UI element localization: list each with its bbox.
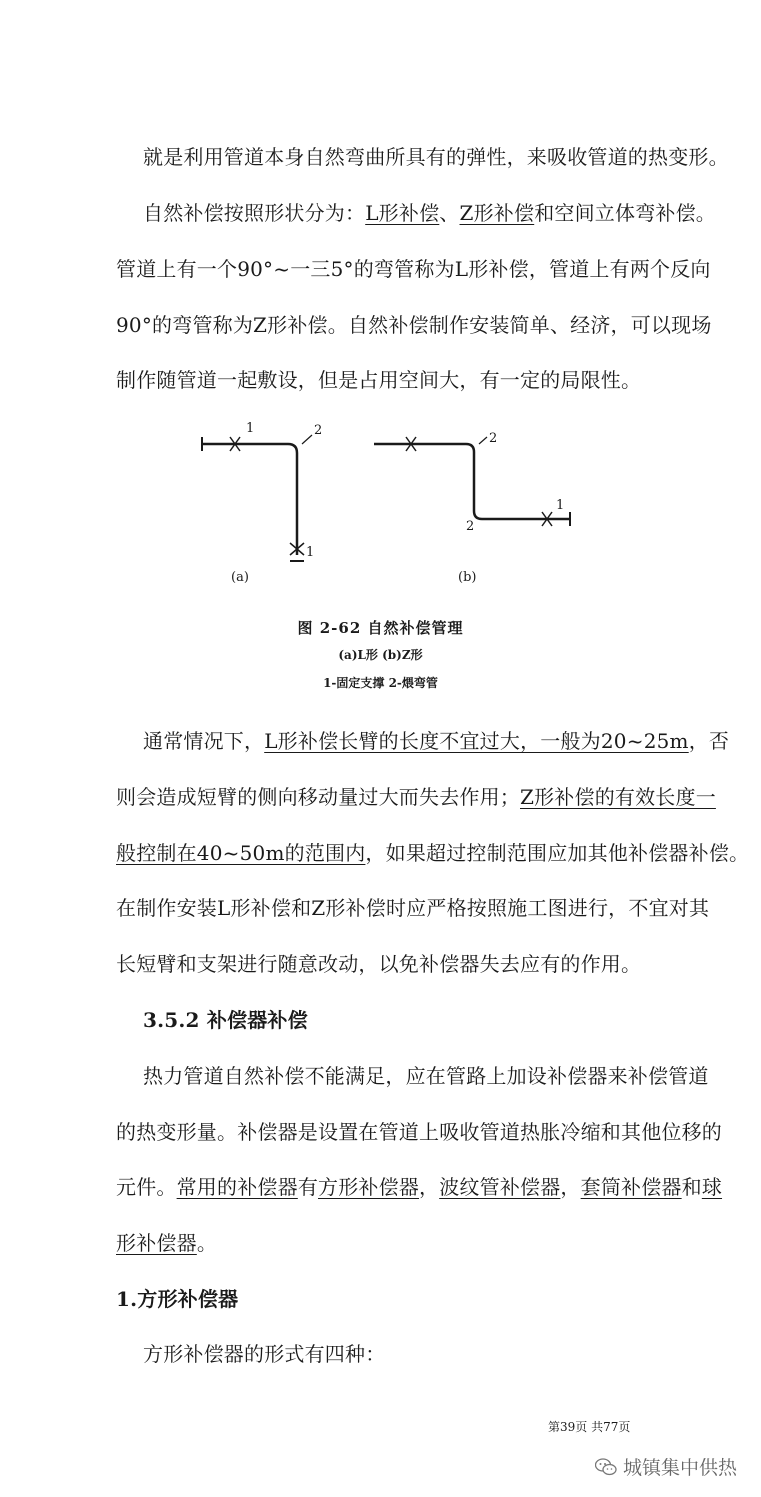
label-a: (a) [231,570,249,585]
z-shape-pipe [374,437,570,526]
underlined-term: 方形补偿器 [318,1175,420,1199]
subsection-heading: 1.方形补偿器 [116,1287,239,1311]
underlined-term: 形补偿器 [116,1231,197,1255]
l-shape-pipe [202,435,315,561]
compensation-diagram [190,415,590,605]
label-1-b: 1 [556,498,565,513]
para3-line5: 长短臂和支架进行随意改动，以免补偿器失去应有的作用。 [116,952,642,976]
para2-line3: 90°的弯管称为Z形补偿。自然补偿制作安装简单、经济，可以现场 [116,313,712,337]
text: ， [419,1175,440,1199]
underlined-term: 套筒补偿器 [580,1175,682,1199]
underlined-term: L形补偿 [365,201,440,225]
text: 、 [439,201,460,225]
text: 和空间立体弯补偿。 [534,201,717,225]
para3-line3 [116,839,750,867]
text: ， [560,1175,581,1199]
label-1-a-bottom: 1 [306,545,315,560]
text: 有 [297,1175,319,1199]
underlined-term: 波纹管补偿器 [439,1175,561,1199]
para3-line2 [116,783,716,811]
text: 元件。 [116,1175,177,1199]
underlined-term: L形补偿长臂的长度不宜过大，一般为20~25m [264,729,689,753]
page-footer: 第39页 共77页 [548,1420,631,1434]
underlined-term: Z形补偿的有效长度一 [520,785,716,809]
label-b: (b) [458,570,477,585]
para2-line1 [143,199,717,227]
label-2-b-bottom: 2 [466,519,475,534]
label-2-b-top: 2 [489,431,498,446]
figure-subcaption-1: (a)L形 (b)Z形 [338,648,423,662]
label-2-a: 2 [314,423,323,438]
figure-subcaption-2: 1-固定支撑 2-煨弯管 [323,676,438,690]
underlined-term: Z形补偿 [459,201,535,225]
underlined-term: 常用的补偿器 [176,1175,298,1199]
para4-line1: 热力管道自然补偿不能满足，应在管路上加设补偿器来补偿管道 [143,1064,709,1088]
label-1-a: 1 [246,421,255,436]
text: ，否 [688,729,730,753]
wechat-icon [595,1458,617,1476]
watermark-text: 城镇集中供热 [623,1457,738,1479]
para2-line2: 管道上有一个90°~一三5°的弯管称为L形补偿，管道上有两个反向 [116,257,711,281]
watermark [595,1453,737,1480]
para2-line4: 制作随管道一起敷设，但是占用空间大，有一定的局限性。 [116,368,642,392]
underlined-term: 球 [701,1175,723,1199]
para4-line3 [116,1173,723,1201]
text: 。 [196,1231,218,1255]
underlined-term: 般控制在40~50m的范围内 [116,841,366,865]
text: 则会造成短臂的侧向移动量过大而失去作用； [116,785,520,809]
text: 和 [681,1175,702,1199]
subsection-text: 方形补偿器的形式有四种： [143,1342,386,1366]
para4-line4 [116,1229,646,1257]
para3-line4: 在制作安装L形补偿和Z形补偿时应严格按照施工图进行，不宜对其 [116,896,710,920]
para1-line1: 就是利用管道本身自然弯曲所具有的弹性，来吸收管道的热变形。 [143,145,729,169]
text: ，如果超过控制范围应加其他补偿器补偿。 [365,841,750,865]
section-heading: 3.5.2 补偿器补偿 [143,1008,308,1032]
text: 通常情况下， [143,729,265,753]
figure-caption: 图 2-62 自然补偿管理 [297,619,464,637]
text: 自然补偿按照形状分为： [143,201,366,225]
para3-line1 [143,727,730,755]
para4-line2: 的热变形量。补偿器是设置在管道上吸收管道热胀冷缩和其他位移的 [116,1120,722,1144]
